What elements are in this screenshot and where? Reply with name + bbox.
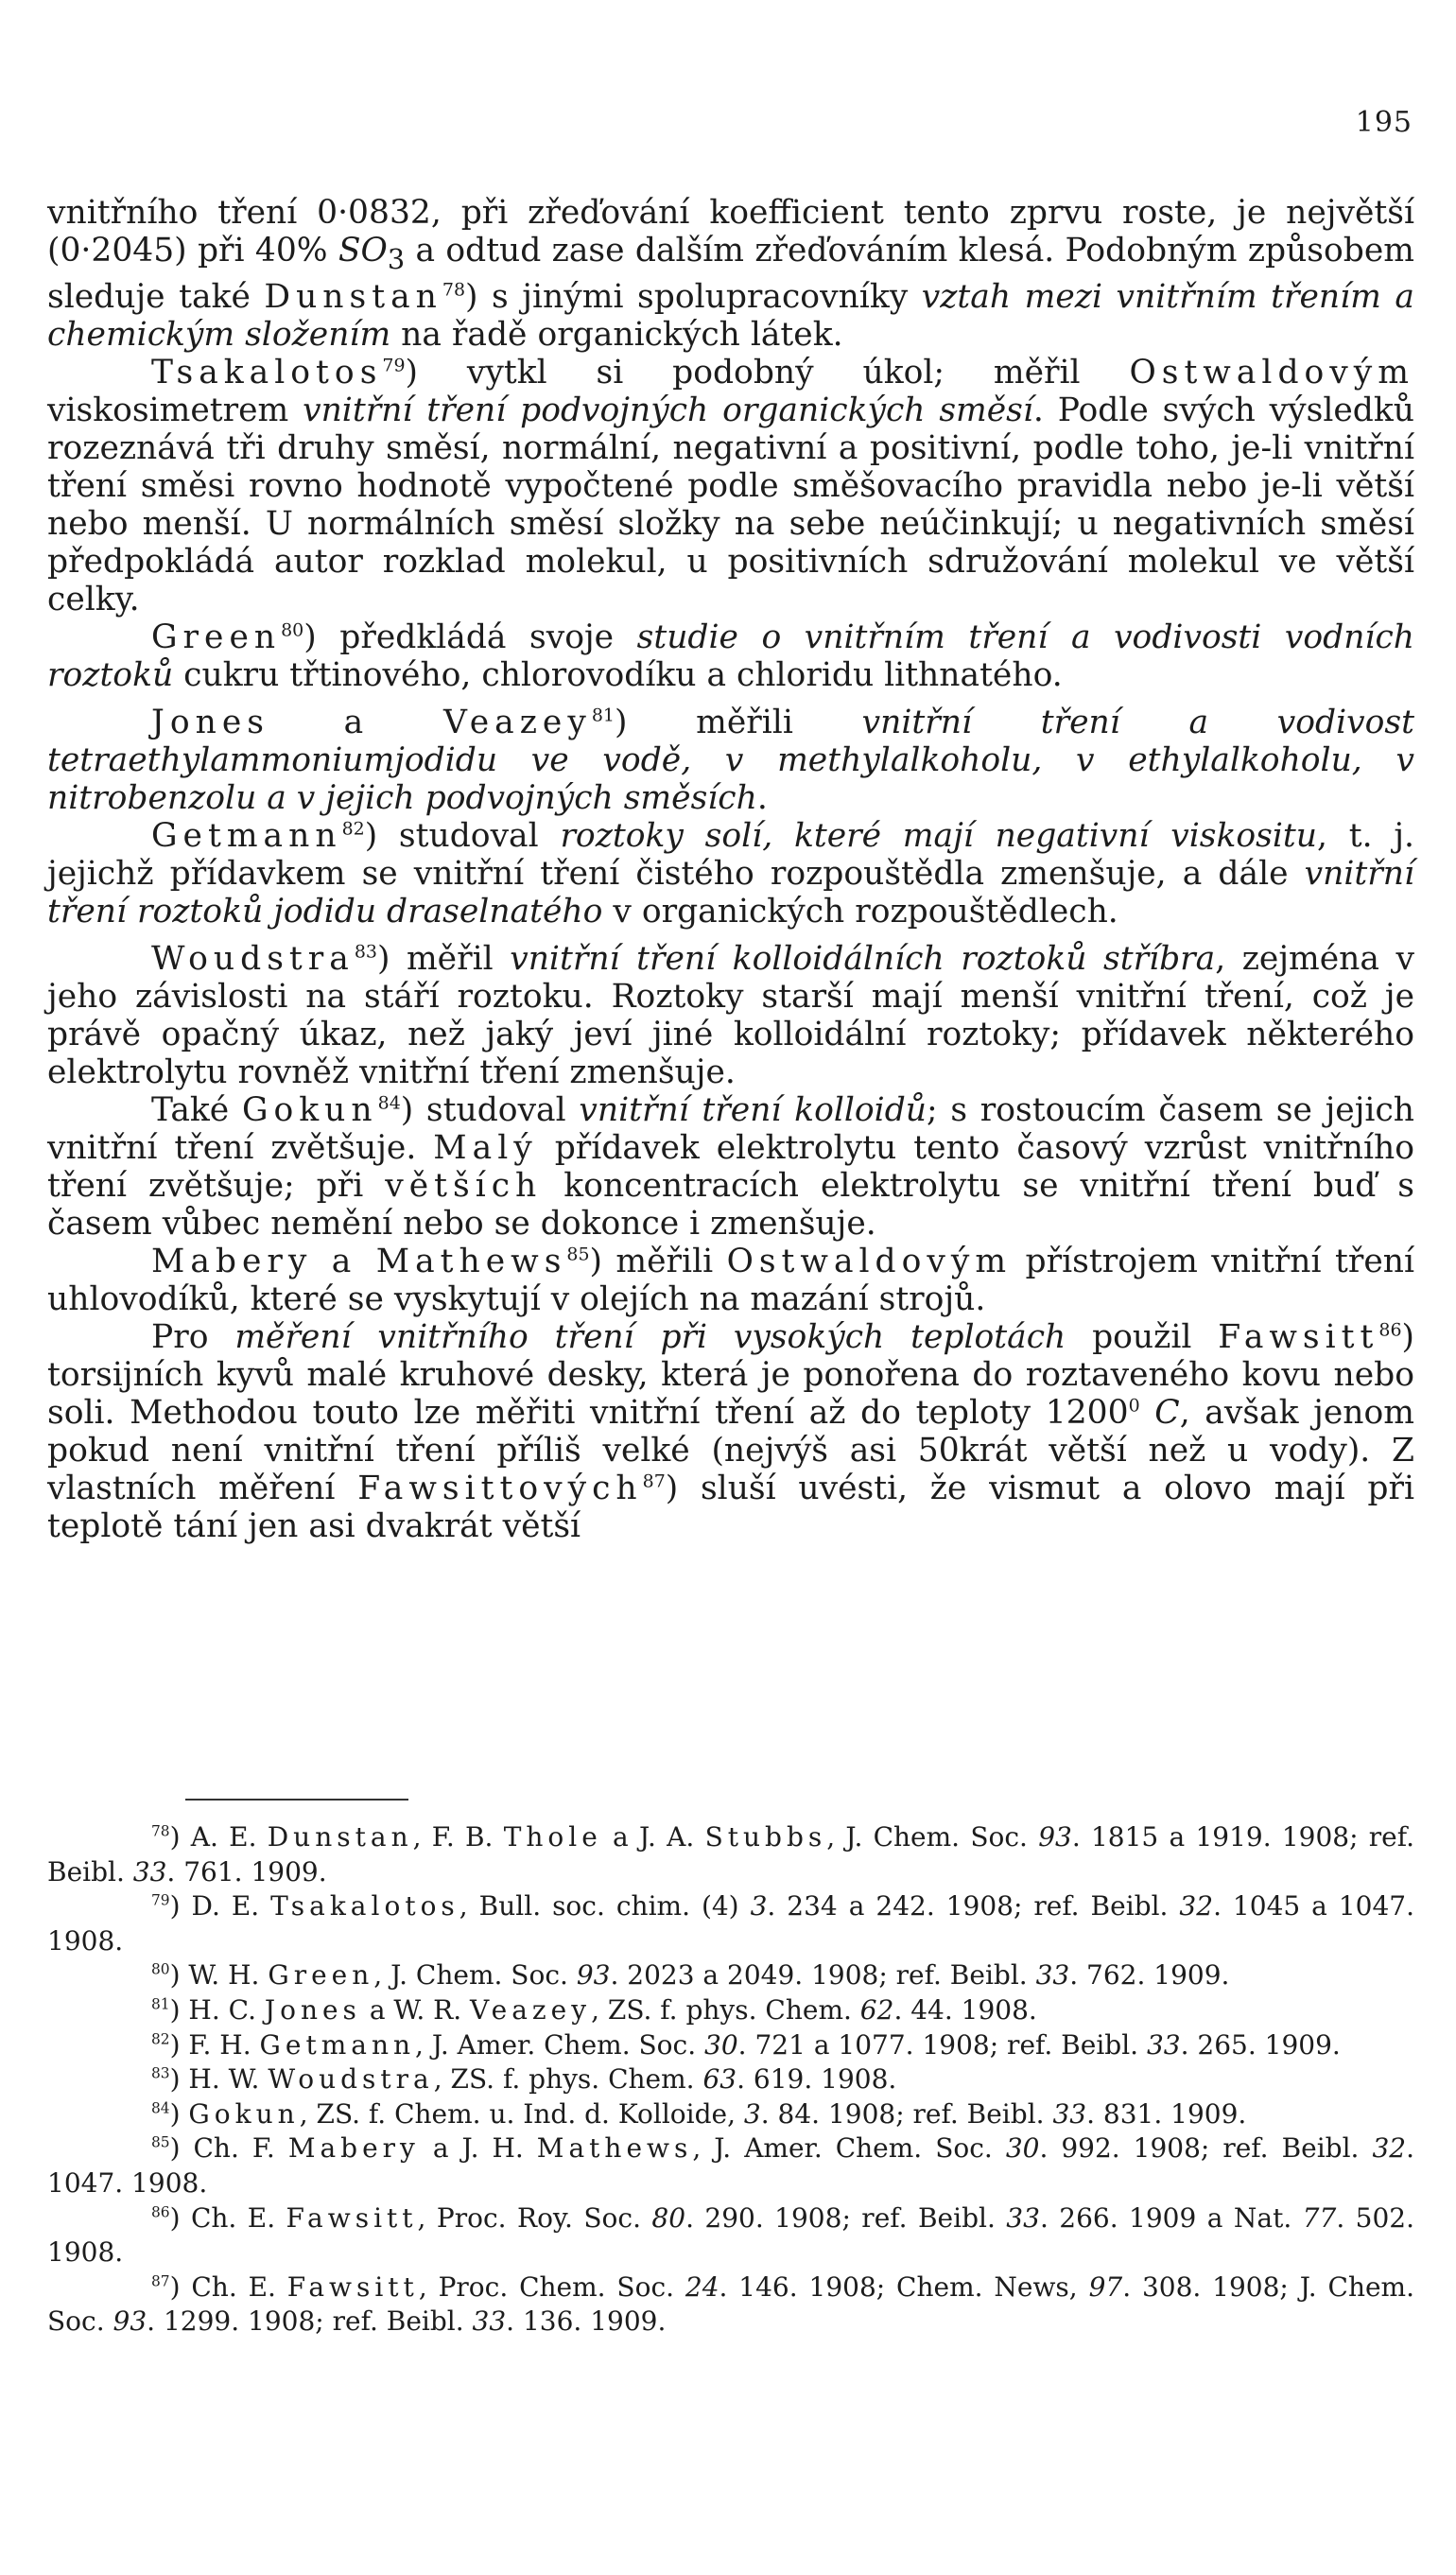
author-name: Ostwaldovým	[1129, 353, 1414, 391]
text-run: , zejména v jeho závislosti na stáří roztoku. Roztoky starší mají menší vnitřní tření, což je právě opačný úkaz, než jaký jeví jiné kolloidální roztoky; přídavek některého elektrolytu rovněž vnitřní tření zmenšuje.	[47, 939, 1415, 1091]
volume: 33	[132, 1855, 167, 1888]
text-run: , ZS. f. phys. Chem.	[591, 1993, 860, 2026]
text-run: a J. A.	[601, 1821, 705, 1853]
footnote-ref: 85	[566, 1244, 590, 1265]
text-run: . 762. 1909.	[1069, 1959, 1230, 1992]
volume: 3	[743, 2097, 761, 2130]
text-run: ) D. E.	[169, 1890, 271, 1923]
text-run: ) Ch. F.	[169, 2132, 288, 2165]
text-run: přístrojem vnitřní tření uhlovodíků, které se vyskytují v olejích na mazání strojů.	[47, 1242, 1414, 1318]
paragraph-6	[47, 940, 1414, 1091]
author-name: Thole	[503, 1821, 602, 1853]
text-run: .	[756, 778, 768, 817]
text-run: , ZS. f. phys. Chem.	[433, 2063, 703, 2096]
footnote-87	[47, 2271, 1414, 2340]
text-run: ) Ch. E.	[169, 2201, 286, 2234]
footnote-78	[47, 1820, 1414, 1889]
footnote-mark: 81	[151, 1995, 170, 2013]
volume: 32	[1179, 1890, 1214, 1923]
italic-phrase: roztoky solí, které mají negativní viskositu	[560, 816, 1317, 855]
volume: 32	[1372, 2132, 1407, 2165]
text-run: ) torsijních kyvů malé kruhové desky, která je ponořena do roztaveného kovu nebo soli. Methodou touto lze měřiti vnitřní tření až do teploty 1200	[47, 1317, 1414, 1432]
volume: 63	[702, 2063, 737, 2096]
text-run: ) měřili	[614, 703, 862, 741]
text-run: . 234 a 242. 1908; ref. Beibl.	[767, 1890, 1180, 1923]
italic-phrase: vnitřní tření podvojných organických směsí	[303, 391, 1033, 429]
volume: 93	[576, 1959, 611, 1992]
paragraph-2	[47, 354, 1414, 618]
text-run: , ZS. f. Chem. u. Ind. d. Kolloide,	[299, 2097, 744, 2130]
text-run: ) měřili	[589, 1242, 727, 1280]
text-run: ) Ch. E.	[169, 2271, 287, 2303]
paragraph-3	[47, 618, 1414, 694]
footnote-mark: 83	[151, 2064, 170, 2082]
text-run: . 1047. 1908.	[47, 2132, 1414, 2199]
footnote-mark: 86	[151, 2203, 170, 2221]
text-run: koncentracích elektrolytu se vnitřní tření buď s časem vůbec nemění nebo se dokonce i zmenšuje.	[47, 1166, 1414, 1243]
paragraph-7	[47, 1091, 1414, 1243]
text-run: ) předkládá svoje	[303, 618, 637, 656]
text-run: . 1299. 1908; ref. Beibl.	[147, 2305, 473, 2338]
text-run: . 619. 1908.	[737, 2063, 897, 2096]
footnote-84	[47, 2097, 1414, 2132]
volume: 62	[859, 1993, 894, 2026]
volume: 33	[1006, 2201, 1040, 2234]
text-run: . 2023 a 2049. 1908; ref. Beibl.	[610, 1959, 1036, 1992]
author-name: Tsakalotos	[270, 1890, 459, 1923]
paragraph-4	[47, 704, 1414, 817]
text-run: , avšak jenom pokud není vnitřní tření příliš velké (nejvýš asi 50krát větší než u vody). Z vlastních měření	[47, 1393, 1414, 1507]
author-name: Fawsitt	[1218, 1317, 1379, 1356]
page-number: 195	[1355, 106, 1413, 139]
volume: 33	[1052, 2097, 1087, 2130]
text-run: přídavek elektrolytu tento časový vzrůst vnitřního tření zvětšuje; při	[47, 1128, 1414, 1205]
footnote-80	[47, 1958, 1414, 1993]
text-run: ) H. C.	[169, 1993, 265, 2026]
text-run: ; s rostoucím časem se jejich vnitřní tření zvětšuje.	[47, 1090, 1414, 1167]
footnote-mark: 82	[151, 2030, 170, 2048]
footnote-85	[47, 2131, 1414, 2201]
volume: 30	[704, 2028, 738, 2061]
footnote-mark: 79	[151, 1891, 170, 1909]
italic-phrase: vnitřní tření roztoků jodidu draselnatého	[47, 854, 1414, 931]
author-name: Gokun	[241, 1090, 378, 1129]
footnote-ref: 81	[591, 705, 615, 726]
author-name: Woudstra	[151, 939, 355, 978]
text-run: ) sluší uvésti, že vismut a olovo mají při teplotě tání jen asi dvakrát větší	[47, 1469, 1414, 1545]
italic-phrase: měření vnitřního tření při vysokých teplotách	[234, 1317, 1066, 1356]
italic-phrase: vnitřní tření kolloidálních roztoků stříbra	[510, 939, 1216, 978]
unit-celsius: C	[1154, 1393, 1180, 1432]
text-run: . 265. 1909.	[1180, 2028, 1341, 2061]
author-name: Fawsitt	[286, 2271, 419, 2303]
volume: 77	[1302, 2201, 1337, 2234]
footnote-ref: 80	[281, 619, 304, 641]
author-name: Green	[268, 1959, 374, 1992]
text-run: . 266. 1909 a Nat.	[1039, 2201, 1303, 2234]
footnote-ref: 84	[377, 1092, 401, 1114]
spaced-emphasis: větších	[385, 1166, 543, 1205]
volume: 97	[1088, 2271, 1123, 2303]
main-text	[47, 194, 1414, 1545]
text-run: vnitřního tření 0·0832, při zřeďování koefficient tento zprvu roste, je největší (0·2045) při 40%	[47, 194, 1414, 270]
footnote-ref: 82	[341, 818, 365, 840]
text-run: ) A. E.	[169, 1821, 268, 1853]
author-name: Dunstan	[264, 277, 442, 316]
footnote-ref: 79	[382, 355, 406, 376]
author-name: Jones a Veazey	[151, 703, 592, 741]
text-run: . 136. 1909.	[506, 2305, 667, 2338]
text-run: ) studoval	[364, 816, 561, 855]
text-run: a odtud zase dalším zřeďováním klesá. Podobným způsobem sleduje také	[47, 232, 1414, 316]
footnote-ref: 87	[642, 1470, 666, 1492]
author-name: Mabery a Mathews	[151, 1242, 567, 1280]
formula-so3: SO	[338, 232, 388, 270]
italic-phrase: vnitřní tření a vodivost tetraethylammoniumjodidu ve vodě, v methylalkoholu, v ethylalkoholu, v nitrobenzolu a v jejich podvojných směsích	[47, 703, 1414, 817]
text-run: ) s jinými spolupracovníky	[465, 277, 922, 316]
author-name: Stubbs	[704, 1821, 827, 1853]
volume: 80	[651, 2201, 686, 2234]
text-run: . 146. 1908; Chem. News,	[719, 2271, 1089, 2303]
footnote-mark: 78	[151, 1822, 170, 1840]
text-run: . 1815 a 1919. 1908; ref. Beibl.	[47, 1821, 1415, 1888]
footnote-mark: 85	[151, 2134, 170, 2152]
text-run: , Bull. soc. chim. (4)	[459, 1890, 751, 1923]
author-name: Woudstra	[268, 2063, 434, 2096]
italic-phrase: vnitřní tření kolloidů	[579, 1090, 927, 1129]
author-name: Veazey	[470, 1993, 592, 2026]
text-run: viskosimetrem	[47, 391, 303, 429]
author-name: Green	[151, 618, 282, 656]
volume: 33	[1035, 1959, 1070, 1992]
volume: 93	[1038, 1821, 1072, 1853]
text-run: použil	[1066, 1317, 1219, 1356]
text-run: , Proc. Chem. Soc.	[418, 2271, 685, 2303]
footnote-mark: 84	[151, 2099, 170, 2117]
volume: 33	[472, 2305, 507, 2338]
text-run: . 502. 1908.	[47, 2201, 1414, 2269]
volume: 24	[685, 2271, 719, 2303]
author-name: Getmann	[259, 2028, 416, 2061]
text-run: , J. Amer. Chem. Soc.	[415, 2028, 705, 2061]
text-run: ) měřil	[376, 939, 511, 978]
formula-subscript: 3	[387, 242, 406, 275]
text-run: a W. R.	[360, 1993, 470, 2026]
text-run: . 44. 1908.	[893, 1993, 1037, 2026]
text-run: , t. j. jejichž přídavkem se vnitřní tření čistého rozpouštědla zmenšuje, a dále	[47, 816, 1414, 893]
footnotes	[47, 1820, 1414, 2340]
author-name: Tsakalotos	[151, 353, 383, 391]
footnote-ref: 83	[354, 941, 377, 963]
footnote-82	[47, 2028, 1414, 2063]
text-run: v organických rozpouštědlech.	[602, 892, 1118, 931]
author-name: Dunstan	[267, 1821, 413, 1853]
text-run: ) H. W.	[169, 2063, 269, 2096]
text-run: , J. Chem. Soc.	[373, 1959, 577, 1992]
text-run: , J. Chem. Soc.	[826, 1821, 1039, 1853]
author-name: Gokun	[188, 2097, 300, 2130]
volume: 33	[1146, 2028, 1181, 2061]
text-run: Také	[151, 1090, 242, 1129]
text-run: . 290. 1908; ref. Beibl.	[685, 2201, 1007, 2234]
footnote-81	[47, 1993, 1414, 2028]
volume: 93	[113, 2305, 147, 2338]
footnote-79	[47, 1889, 1414, 1958]
italic-phrase: vztah mezi vnitřním třením a chemickým složením	[47, 277, 1414, 354]
author-name: Ostwaldovým	[726, 1242, 1013, 1280]
text-run: cukru třtinového, chlorovodíku a chloridu lithnatého.	[173, 655, 1063, 694]
footnote-ref: 86	[1378, 1319, 1402, 1341]
text-run: . 761. 1909.	[166, 1855, 327, 1888]
text-run: , Proc. Roy. Soc.	[417, 2201, 652, 2234]
spaced-emphasis: Malý	[433, 1128, 538, 1167]
text-run: )	[169, 2097, 189, 2130]
volume: 30	[1005, 2132, 1040, 2165]
text-run: . 308. 1908; J. Chem. Soc.	[47, 2271, 1414, 2338]
text-run: a J. H.	[419, 2132, 537, 2165]
footnote-86	[47, 2201, 1414, 2271]
author-name: Mathews	[536, 2132, 693, 2165]
paragraph-9	[47, 1318, 1414, 1545]
paragraph-5	[47, 817, 1414, 931]
text-run: , F. B.	[412, 1821, 504, 1853]
author-name: Fawsitt	[286, 2201, 418, 2234]
author-name: Fawsittových	[357, 1469, 643, 1507]
text-run: . 992. 1908; ref. Beibl.	[1039, 2132, 1373, 2165]
text-run: ) vytkl si podobný úkol; měřil	[405, 353, 1130, 391]
italic-phrase: studie o vnitřním tření a vodivosti vodních roztoků	[47, 618, 1414, 694]
footnote-ref: 78	[442, 279, 466, 301]
text-run: ) studoval	[400, 1090, 580, 1129]
text-run: Pro	[151, 1317, 235, 1356]
footnote-mark: 80	[151, 1961, 170, 1979]
author-name: Mabery	[287, 2132, 420, 2165]
text-run: na řadě organických látek.	[390, 315, 843, 354]
paragraph-1	[47, 194, 1414, 354]
footnote-83	[47, 2062, 1414, 2097]
footnote-mark: 87	[151, 2272, 170, 2290]
text-run: , J. Amer. Chem. Soc.	[692, 2132, 1006, 2165]
text-run: . 721 a 1077. 1908; ref. Beibl.	[737, 2028, 1147, 2061]
author-name: Getmann	[151, 816, 342, 855]
text-run	[1140, 1394, 1155, 1432]
degree-superscript: 0	[1128, 1395, 1140, 1417]
paragraph-8	[47, 1243, 1414, 1318]
text-run: ) F. H.	[169, 2028, 260, 2061]
text-run: . 831. 1909.	[1086, 2097, 1247, 2130]
text-run: . Podle svých výsledků rozeznává tři druhy směsí, normální, negativní a positivní, podle toho, je-li vnitřní tření směsi rovno hodnotě vypočtené podle směšovacího pravidla nebo je-li větší nebo menší. U normálních směsí složky na sebe neúčinkují; u negativních směsí předpokládá autor rozklad molekul, u positivních sdružování molekul ve větší celky.	[47, 391, 1415, 618]
author-name: Jones	[264, 1993, 361, 2026]
text-run: ) W. H.	[169, 1959, 269, 1992]
footnote-divider	[185, 1799, 408, 1801]
text-run: . 84. 1908; ref. Beibl.	[760, 2097, 1053, 2130]
volume: 3	[750, 1890, 768, 1923]
text-run: . 1045 a 1047. 1908.	[47, 1890, 1414, 1957]
